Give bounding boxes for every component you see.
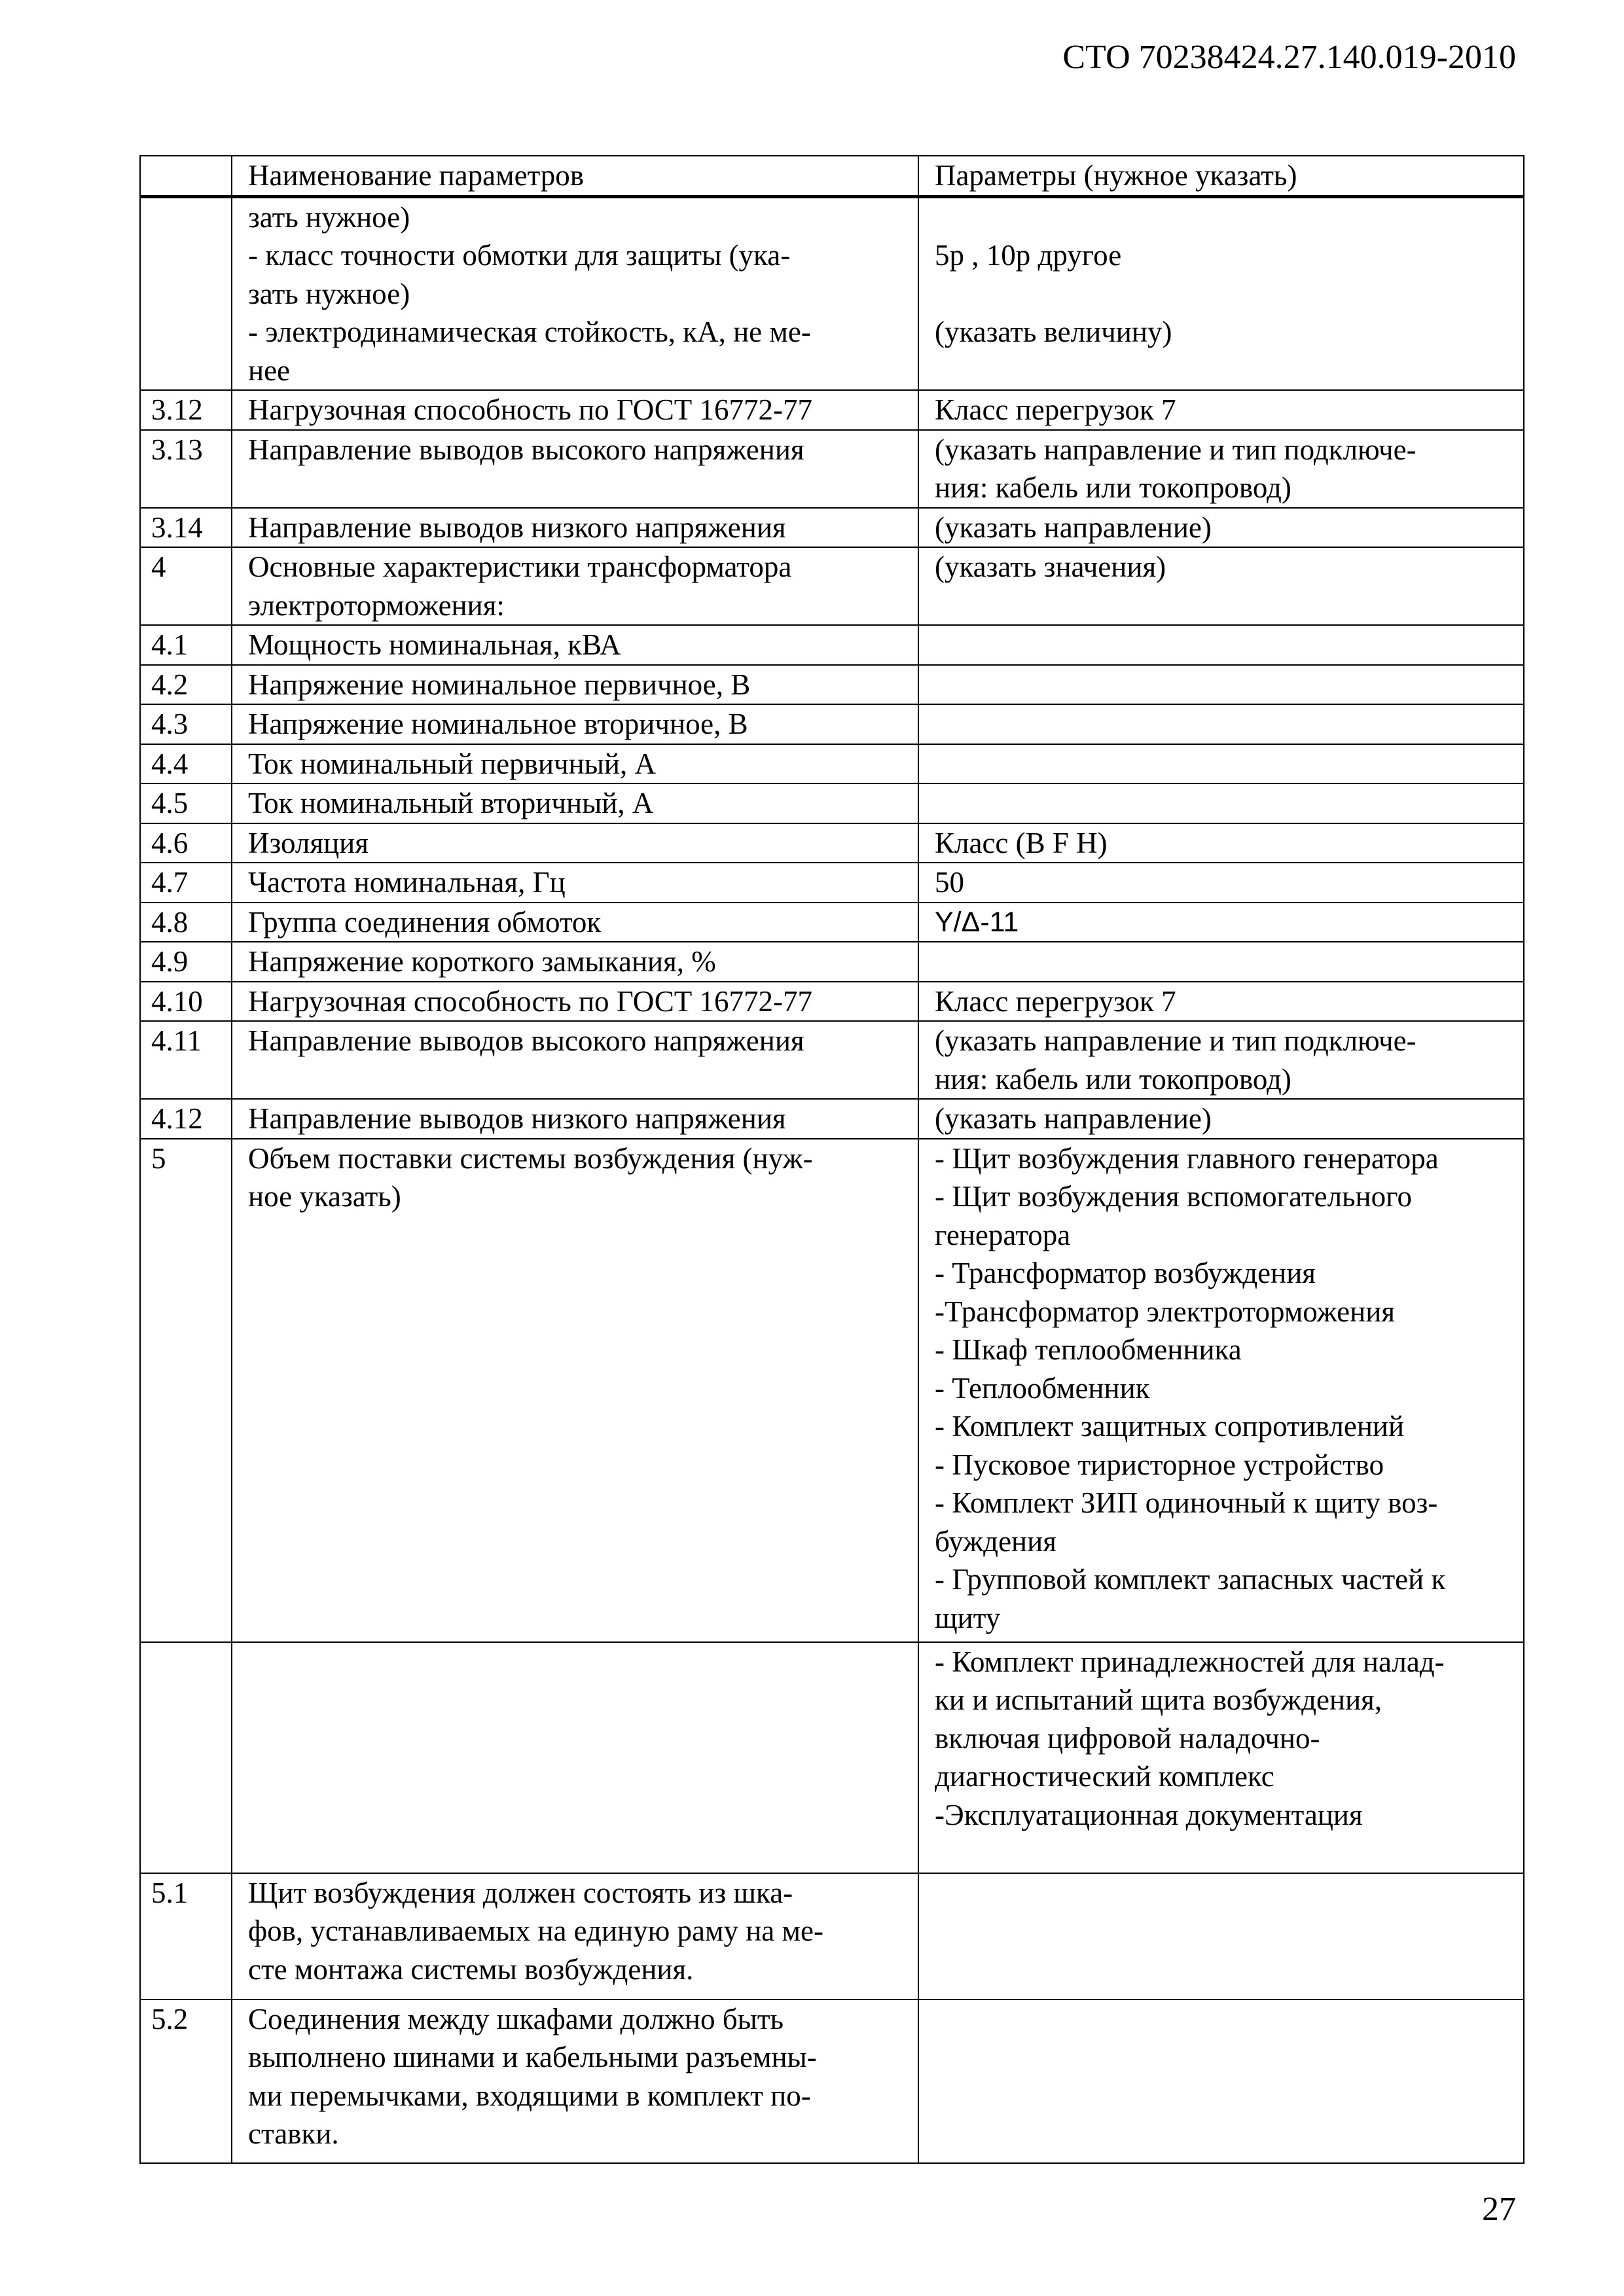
parameter-value-cell [918, 1642, 1524, 1873]
parameter-value-line: включая цифровой наладочно- [935, 1721, 1320, 1755]
row-number-cell: 5.2 [140, 2000, 232, 2163]
header-num-cell [140, 156, 232, 196]
parameter-name-line: ное указать) [248, 1180, 401, 1213]
row-number-cell: 4.11 [140, 1021, 232, 1099]
parameter-value-line: Класс перегрузок 7 [935, 984, 1176, 1018]
table-row [140, 704, 1524, 744]
parameter-name-line: ми перемычками, входящими в комплект по- [248, 2079, 811, 2112]
parameter-value-line: генератора [935, 1218, 1071, 1251]
parameter-name-cell [232, 704, 918, 744]
parameter-value-line: 50 [935, 866, 964, 899]
parameter-name-line [248, 1643, 911, 1681]
parameter-value-line: - Щит возбуждения вспомогательного [935, 1180, 1412, 1213]
parameter-name-cell [232, 1139, 918, 1642]
parameter-value-cell [918, 942, 1524, 982]
parameter-name-line: нее [248, 353, 291, 387]
table-row [140, 390, 1524, 430]
parameter-name-line: Напряжение номинальное вторичное, В [248, 708, 748, 740]
row-number-cell [140, 1642, 232, 1873]
parameter-name-cell [232, 430, 918, 508]
parameter-name-line: выполнено шинами и кабельными разъемны- [248, 2041, 817, 2073]
parameter-value-line [935, 705, 1509, 744]
parameter-value-line [935, 626, 1509, 664]
parameter-name-line: - класс точности обмотки для защиты (ука- [248, 239, 791, 272]
parameter-name-cell [232, 863, 918, 903]
parameter-name-line: ставки. [248, 2117, 339, 2150]
row-number-cell: 4.9 [140, 942, 232, 982]
row-number-cell: 4 [140, 547, 232, 625]
parameter-name-line: Частота номинальная, Гц [248, 866, 566, 899]
parameter-value-cell [918, 704, 1524, 744]
parameter-name-line: зать нужное) [248, 277, 410, 310]
parameter-value-line: 5р , 10р другое [935, 239, 1122, 272]
parameter-value-line [935, 942, 1509, 981]
parameter-name-line: Соединения между шкафами должно быть [248, 2002, 784, 2036]
parameter-name-cell [232, 625, 918, 665]
parameter-value-line [935, 2000, 1509, 2039]
parameter-value-line [935, 784, 1509, 823]
parameter-value-cell [918, 903, 1524, 942]
parameters-table [139, 155, 1525, 2164]
parameter-name-cell [232, 1021, 918, 1099]
parameter-value-line: (указать направление) [935, 1102, 1212, 1135]
parameter-name-line: Напряжение короткого замыкания, % [248, 945, 716, 978]
parameter-value-line [935, 745, 1509, 783]
table-row [140, 625, 1524, 665]
table-row [140, 665, 1524, 705]
parameter-name-line: фов, устанавливаемых на единую раму на ме- [248, 1914, 823, 1947]
parameter-value-line [935, 1834, 1509, 1873]
parameter-value-cell [918, 665, 1524, 705]
parameter-value-cell [918, 1021, 1524, 1099]
parameter-value-cell [918, 2000, 1524, 2163]
parameter-name-line: Группа соединения обмоток [248, 905, 602, 939]
row-number-cell: 5.1 [140, 1873, 232, 2000]
parameter-value-cell [918, 508, 1524, 548]
parameter-name-line: Ток номинальный первичный, А [248, 747, 656, 780]
parameter-value-line: -Трансформатор электроторможения [935, 1295, 1396, 1328]
parameter-value-line [935, 1874, 1509, 1912]
table-row [140, 1099, 1524, 1139]
table-row [140, 547, 1524, 625]
parameter-name-line: Напряжение номинальное первичное, В [248, 668, 751, 701]
parameter-name-cell [232, 903, 918, 942]
row-number-cell: 4.7 [140, 863, 232, 903]
row-number-cell: 4.4 [140, 744, 232, 784]
parameter-value-cell [918, 783, 1524, 823]
parameter-value-line: (указать значения) [935, 550, 1166, 583]
table-row [140, 508, 1524, 548]
parameter-value-line: - Комплект принадлежностей для налад- [935, 1645, 1445, 1678]
row-number-cell: 4.2 [140, 665, 232, 705]
parameter-value-cell [918, 863, 1524, 903]
row-number-cell: 5 [140, 1139, 232, 1642]
parameter-value-line: (указать направление и тип подключе- [935, 433, 1416, 466]
row-number-cell: 4.8 [140, 903, 232, 942]
parameter-value-line: ния: кабель или токопровод) [935, 1062, 1291, 1096]
parameter-value-cell [918, 625, 1524, 665]
parameter-value-cell [918, 823, 1524, 863]
table-row [140, 863, 1524, 903]
parameter-value-line [935, 198, 1509, 237]
table-header-row [140, 156, 1524, 196]
parameter-value-line: Класс (В F H) [935, 826, 1108, 859]
parameter-value-line: - Теплообменник [935, 1371, 1150, 1405]
parameter-value-line: - Комплект защитных сопротивлений [935, 1410, 1405, 1443]
parameter-name-cell [232, 547, 918, 625]
row-number-cell: 4.6 [140, 823, 232, 863]
parameter-value-line: щиту [935, 1601, 1001, 1634]
parameter-name-line: Мощность номинальная, кВА [248, 628, 621, 661]
row-number-cell: 3.12 [140, 390, 232, 430]
parameter-name-cell [232, 1873, 918, 2000]
parameter-value-line: (указать направление и тип подключе- [935, 1024, 1416, 1057]
parameter-value-line: -Эксплуатационная документация [935, 1798, 1363, 1831]
parameter-value-cell [918, 744, 1524, 784]
table-row [140, 1873, 1524, 2000]
parameter-name-cell [232, 665, 918, 705]
parameter-name-line: Направление выводов низкого напряжения [248, 1102, 786, 1135]
parameter-value-cell [918, 390, 1524, 430]
parameter-value-line [935, 275, 1509, 314]
parameter-name-cell [232, 508, 918, 548]
parameter-name-line: зать нужное) [248, 200, 410, 234]
parameter-value-line: (указать направление) [935, 511, 1212, 544]
parameter-name-line: Изоляция [248, 826, 369, 859]
parameter-value-line: - Пусковое тиристорное устройство [935, 1448, 1384, 1481]
parameter-value-line [935, 666, 1509, 704]
parameter-name-cell [232, 1099, 918, 1139]
parameter-name-cell [232, 2000, 918, 2163]
table-row [140, 1642, 1524, 1873]
table-row [140, 2000, 1524, 2163]
parameter-name-line: Нагрузочная способность по ГОСТ 16772-77 [248, 984, 812, 1018]
parameter-name-line: сте монтажа системы возбуждения. [248, 1952, 694, 1986]
parameter-value-cell [918, 982, 1524, 1022]
table-row [140, 196, 1524, 390]
parameter-name-line: Направление выводов высокого напряжения [248, 433, 804, 466]
parameter-name-cell [232, 982, 918, 1022]
parameter-value-line: Класс перегрузок 7 [935, 393, 1176, 426]
table-row [140, 430, 1524, 508]
row-number-cell: 4.3 [140, 704, 232, 744]
parameter-name-cell [232, 1642, 918, 1873]
row-number-cell: 4.1 [140, 625, 232, 665]
parameter-name-cell [232, 390, 918, 430]
parameter-value-cell [918, 1139, 1524, 1642]
parameter-value-line: ки и испытаний щита возбуждения, [935, 1683, 1382, 1716]
table-row [140, 942, 1524, 982]
parameters-table-body [140, 156, 1524, 2163]
parameter-name-line: Направление выводов низкого напряжения [248, 511, 786, 544]
parameter-name-cell [232, 744, 918, 784]
parameter-value-line: - Шкаф теплообменника [935, 1333, 1242, 1366]
table-row [140, 1139, 1524, 1642]
parameter-name-cell [232, 823, 918, 863]
row-number-cell: 4.12 [140, 1099, 232, 1139]
parameter-value-line: - Групповой комплект запасных частей к [935, 1563, 1446, 1596]
table-row [140, 783, 1524, 823]
parameter-name-line: электроторможения: [248, 588, 505, 622]
parameter-name-cell [232, 783, 918, 823]
parameter-name-line: Направление выводов высокого напряжения [248, 1024, 804, 1057]
parameter-value-cell [918, 430, 1524, 508]
row-number-cell [140, 196, 232, 390]
parameter-value-line: Y/Δ-11 [935, 906, 1019, 938]
parameter-value-line: - Трансформатор возбуждения [935, 1257, 1316, 1289]
row-number-cell: 3.13 [140, 430, 232, 508]
header-value-cell: Параметры (нужное указать) [918, 156, 1524, 196]
table-row [140, 903, 1524, 942]
parameter-name-line: Ток номинальный вторичный, А [248, 787, 654, 819]
document-code: СТО 70238424.27.140.019-2010 [1062, 39, 1516, 76]
parameter-value-line: диагностический комплекс [935, 1760, 1274, 1793]
parameter-value-line: ния: кабель или токопровод) [935, 471, 1291, 504]
row-number-cell: 3.14 [140, 508, 232, 548]
parameter-name-line: Щит возбуждения должен состоять из шка- [248, 1876, 793, 1909]
parameter-name-line: Нагрузочная способность по ГОСТ 16772-77 [248, 393, 812, 426]
parameter-value-cell [918, 1873, 1524, 2000]
row-number-cell: 4.10 [140, 982, 232, 1022]
header-name-cell: Наименование параметров [232, 156, 918, 196]
parameter-value-cell [918, 196, 1524, 390]
parameter-value-line: (указать величину) [935, 315, 1172, 348]
parameter-name-line: Основные характеристики трансформатора [248, 550, 792, 583]
parameter-value-line: - Щит возбуждения главного генератора [935, 1141, 1439, 1175]
table-row [140, 823, 1524, 863]
parameter-value-line: буждения [935, 1524, 1056, 1558]
parameter-name-line: - электродинамическая стойкость, кА, не ме- [248, 315, 811, 348]
parameter-value-line: - Комплект ЗИП одиночный к щиту воз- [935, 1486, 1438, 1519]
parameter-name-cell [232, 196, 918, 390]
parameter-value-cell [918, 547, 1524, 625]
parameter-name-cell [232, 942, 918, 982]
parameter-name-line: Объем поставки системы возбуждения (нуж- [248, 1141, 813, 1175]
table-row [140, 982, 1524, 1022]
parameter-value-cell [918, 1099, 1524, 1139]
table-row [140, 744, 1524, 784]
page-number: 27 [1482, 2191, 1516, 2228]
row-number-cell: 4.5 [140, 783, 232, 823]
table-row [140, 1021, 1524, 1099]
